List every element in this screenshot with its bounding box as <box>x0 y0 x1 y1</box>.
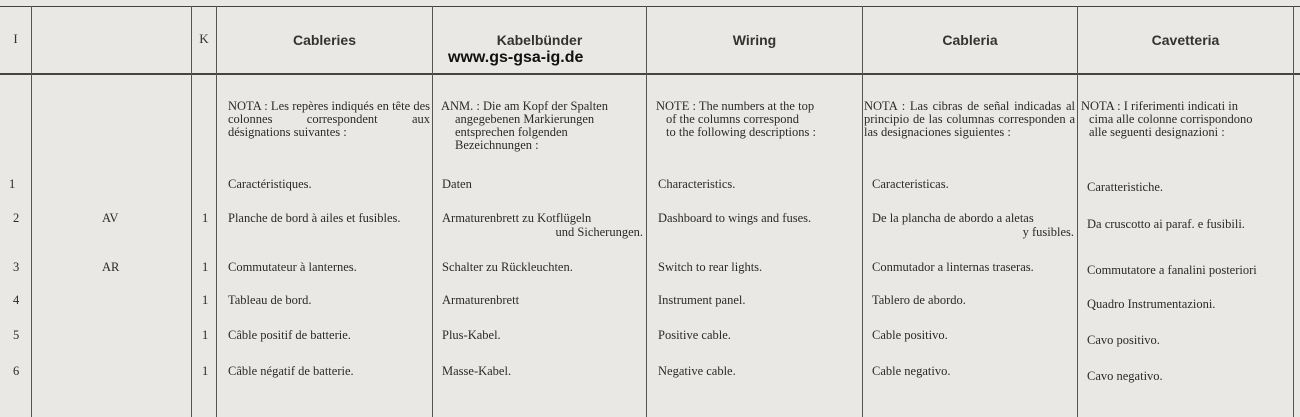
column-divider <box>646 6 647 417</box>
cell-k: 1 <box>202 328 209 342</box>
header-col-number: I <box>13 31 18 46</box>
note-english-line: NOTE : The numbers at the top <box>656 99 815 113</box>
cell-italian: Caratteristiche. <box>1087 180 1164 194</box>
cell-spanish: Cable negativo. <box>872 364 951 378</box>
cell-german: Plus-Kabel. <box>442 328 501 342</box>
cell-k: 1 <box>202 293 209 307</box>
cell-german: Schalter zu Rückleuchten. <box>442 260 573 274</box>
cell-german: Daten <box>442 177 472 191</box>
cell-french: Câble positif de batterie. <box>228 328 351 342</box>
table-top-border <box>0 6 1300 7</box>
note-french: NOTA : Les repères indiqués en tête des colonnes correspondent aux désignations suivantes : <box>228 99 430 139</box>
cell-german-cont: und Sicherungen. <box>555 225 643 239</box>
cell-english: Instrument panel. <box>658 293 746 307</box>
cell-italian: Da cruscotto ai paraf. e fusibili. <box>1087 217 1245 231</box>
note-italian-line: cima alle colonne corrispondono <box>1089 112 1253 126</box>
note-italian-line: alle seguenti designazioni : <box>1089 125 1225 139</box>
column-divider <box>432 6 433 417</box>
header-divider <box>0 73 1300 75</box>
column-divider <box>191 6 192 417</box>
cell-k: 1 <box>202 211 209 225</box>
row-number: 1 <box>9 177 16 191</box>
cell-english: Positive cable. <box>658 328 731 342</box>
cell-code: AV <box>102 211 119 225</box>
cell-german: Masse-Kabel. <box>442 364 512 378</box>
header-french: Cableries <box>292 32 357 48</box>
cell-spanish: De la plancha de abordo a aletas <box>872 211 1034 225</box>
column-divider <box>216 6 217 417</box>
cell-french: Caractéristiques. <box>228 177 312 191</box>
note-german-line: angegebenen Markierungen <box>455 112 595 126</box>
cell-code: AR <box>102 260 120 274</box>
note-english <box>656 100 860 139</box>
column-divider <box>1293 6 1294 417</box>
note-italian <box>1081 100 1291 139</box>
row-number: 2 <box>13 211 20 225</box>
header-col-k: K <box>199 31 209 46</box>
note-italian-line: NOTA : I riferimenti indicati in <box>1081 99 1238 113</box>
note-german-line: entsprechen folgenden <box>455 125 568 139</box>
row-number: 4 <box>13 293 20 307</box>
column-divider <box>1077 6 1078 417</box>
note-english-line: to the following descriptions : <box>666 125 816 139</box>
cell-french: Tableau de bord. <box>228 293 312 307</box>
row-number: 6 <box>13 364 20 378</box>
note-english-line: of the columns correspond <box>666 112 799 126</box>
cell-english: Switch to rear lights. <box>658 260 763 274</box>
header-german: Kabelbünder <box>496 32 583 48</box>
cell-spanish-cont: y fusibles. <box>1022 225 1074 239</box>
cell-spanish: Conmutador a linternas traseras. <box>872 260 1034 274</box>
cell-italian: Cavo positivo. <box>1087 333 1160 347</box>
row-number: 5 <box>13 328 20 342</box>
note-spanish: NOTA : Las cibras de señal indicadas al principio de las columnas corresponden a las designaciones siguientes : <box>864 99 1075 139</box>
cell-french: Câble négatif de batterie. <box>228 364 354 378</box>
header-english: Wiring <box>732 32 777 48</box>
cell-italian: Quadro Instrumentazioni. <box>1087 297 1216 311</box>
cell-german: Armaturenbrett <box>442 293 520 307</box>
cell-english: Dashboard to wings and fuses. <box>658 211 812 225</box>
note-german-line: Bezeichnungen : <box>455 138 539 152</box>
cell-spanish: Cable positivo. <box>872 328 948 342</box>
row-number: 3 <box>13 260 20 274</box>
cell-spanish: Caracteristicas. <box>872 177 949 191</box>
header-italian: Cavetteria <box>1151 32 1220 48</box>
cell-italian: Commutatore a fanalini posteriori <box>1087 263 1257 277</box>
cell-english: Negative cable. <box>658 364 736 378</box>
cell-french: Planche de bord à ailes et fusibles. <box>228 211 401 225</box>
cell-spanish: Tablero de abordo. <box>872 293 966 307</box>
cell-k: 1 <box>202 260 209 274</box>
column-divider <box>31 6 32 417</box>
cell-italian: Cavo negativo. <box>1087 369 1163 383</box>
header-spanish: Cableria <box>942 32 998 48</box>
cell-k: 1 <box>202 364 209 378</box>
cell-german: Armaturenbrett zu Kotflügeln <box>442 211 592 225</box>
column-divider <box>862 6 863 417</box>
note-german <box>441 100 644 152</box>
cell-english: Characteristics. <box>658 177 736 191</box>
note-german-line: ANM. : Die am Kopf der Spalten <box>441 99 608 113</box>
watermark-url: www.gs-gsa-ig.de <box>448 49 584 66</box>
cell-french: Commutateur à lanternes. <box>228 260 357 274</box>
